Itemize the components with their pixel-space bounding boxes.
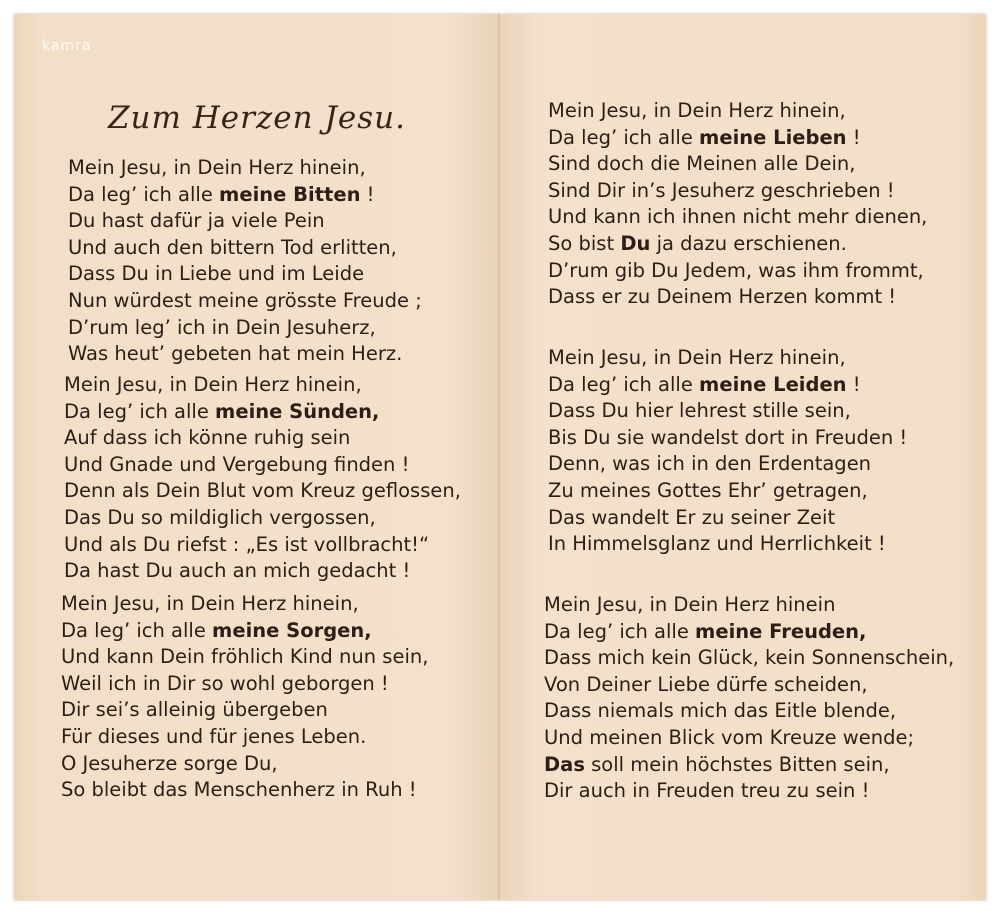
verse-line: Zu meines Gottes Ehr’ getragen, xyxy=(548,478,868,502)
verse-line xyxy=(68,182,422,209)
verse-line xyxy=(544,752,954,779)
verse-line xyxy=(548,125,927,152)
stanza-bitten xyxy=(68,155,422,368)
verse-line: Dir sei’s alleinig übergeben xyxy=(61,698,328,722)
verse-line: Das Du so mildiglich vergossen, xyxy=(64,505,376,529)
verse-line: Dass mich kein Glück, kein Sonnenschein, xyxy=(544,646,955,670)
verse-line: Sind doch die Meinen alle Dein, xyxy=(548,152,856,176)
verse-line: Bis Du sie wandelst dort in Freuden ! xyxy=(548,425,908,449)
verse-line: D’rum leg’ ich in Dein Jesuherz, xyxy=(68,315,376,339)
verse-line: Mein Jesu, in Dein Herz hinein, xyxy=(548,99,846,122)
verse-line: Auf dass ich könne ruhig sein xyxy=(64,426,351,450)
emphasis-text: meine Sorgen, xyxy=(212,618,372,642)
verse-line: O Jesuherze sorge Du, xyxy=(61,751,278,775)
verse-text: ja dazu erschienen. xyxy=(650,231,847,255)
verse-text: Da leg’ ich alle xyxy=(64,399,216,423)
stanza-freuden xyxy=(544,592,954,805)
verse-line: Dass Du hier lehrest stille sein, xyxy=(548,399,851,423)
verse-line: D’rum gib Du Jedem, was ihm frommt, xyxy=(548,258,924,282)
emphasis-text: meine Leiden xyxy=(699,372,847,396)
verse-line xyxy=(548,372,907,399)
stanza-leiden xyxy=(548,345,907,558)
verse-line: Und meinen Blick vom Kreuze wende; xyxy=(544,725,915,749)
verse-text: ! xyxy=(846,372,861,396)
verse-line: Das wandelt Er zu seiner Zeit xyxy=(548,505,836,529)
verse-line: In Himmelsglanz und Herrlichkeit ! xyxy=(548,532,886,556)
verse-text: Da leg’ ich alle xyxy=(544,619,696,643)
stanza-lieben xyxy=(548,98,927,311)
verse-line: Dass er zu Deinem Herzen kommt ! xyxy=(548,285,897,309)
verse-text: So bist xyxy=(548,231,621,255)
emphasis-text: Das xyxy=(544,752,585,776)
verse-line xyxy=(544,619,954,646)
verse-line: Und kann Dein fröhlich Kind nun sein, xyxy=(61,645,429,669)
verse-line: So bleibt das Menschenherz in Ruh ! xyxy=(61,778,417,802)
verse-line: Und Gnade und Vergebung finden ! xyxy=(64,452,410,476)
verse-line: Was heut’ gebeten hat mein Herz. xyxy=(68,342,403,366)
verse-line: Nun würdest meine grösste Freude ; xyxy=(68,288,422,312)
verse-line: Dir auch in Freuden treu zu sein ! xyxy=(544,779,870,803)
verse-line: Von Deiner Liebe dürfe scheiden, xyxy=(544,672,868,696)
verse-line: Sind Dir in’s Jesuherz geschrieben ! xyxy=(548,178,895,202)
watermark: kamra xyxy=(42,38,92,54)
verse-line: Mein Jesu, in Dein Herz hinein, xyxy=(61,592,359,615)
verse-line: Mein Jesu, in Dein Herz hinein, xyxy=(548,346,846,369)
verse-line: Dass Du in Liebe und im Leide xyxy=(68,262,365,286)
verse-text: Da leg’ ich alle xyxy=(548,372,700,396)
emphasis-text: meine Bitten xyxy=(219,182,361,206)
emphasis-text: meine Freuden, xyxy=(695,619,867,643)
verse-text: ! xyxy=(360,182,375,206)
emphasis-text: Du xyxy=(620,231,651,255)
verse-line: Denn als Dein Blut vom Kreuz geflossen, xyxy=(64,479,461,503)
verse-line: Und als Du riefst : „Es ist vollbracht!“ xyxy=(64,532,430,556)
card-fold xyxy=(498,14,500,900)
verse-text: Da leg’ ich alle xyxy=(548,125,700,149)
stanza-suenden xyxy=(64,372,461,585)
stanza-sorgen xyxy=(61,591,428,804)
verse-line: Da hast Du auch an mich gedacht ! xyxy=(64,559,411,583)
verse-line: Mein Jesu, in Dein Herz hinein xyxy=(544,593,836,616)
verse-line: Für dieses und für jenes Leben. xyxy=(61,724,367,748)
verse-line: Mein Jesu, in Dein Herz hinein, xyxy=(68,156,366,179)
verse-line xyxy=(548,231,927,258)
emphasis-text: meine Sünden, xyxy=(215,399,380,423)
verse-text: ! xyxy=(846,125,861,149)
verse-line: Mein Jesu, in Dein Herz hinein, xyxy=(64,373,362,396)
verse-line xyxy=(64,399,461,426)
verse-line: Du hast dafür ja viele Pein xyxy=(68,209,325,233)
verse-line: Und kann ich ihnen nicht mehr dienen, xyxy=(548,205,928,229)
poem-title: Zum Herzen Jesu. xyxy=(108,100,406,136)
verse-line: Denn, was ich in den Erdentagen xyxy=(548,452,872,476)
verse-text: Da leg’ ich alle xyxy=(61,618,213,642)
verse-text: soll mein höchstes Bitten sein, xyxy=(584,752,890,776)
verse-line xyxy=(61,618,428,645)
verse-text: Da leg’ ich alle xyxy=(68,182,220,206)
verse-line: Weil ich in Dir so wohl geborgen ! xyxy=(61,671,389,695)
verse-line: Und auch den bittern Tod erlitten, xyxy=(68,235,397,259)
emphasis-text: meine Lieben xyxy=(699,125,847,149)
verse-line: Dass niemals mich das Eitle blende, xyxy=(544,699,897,723)
